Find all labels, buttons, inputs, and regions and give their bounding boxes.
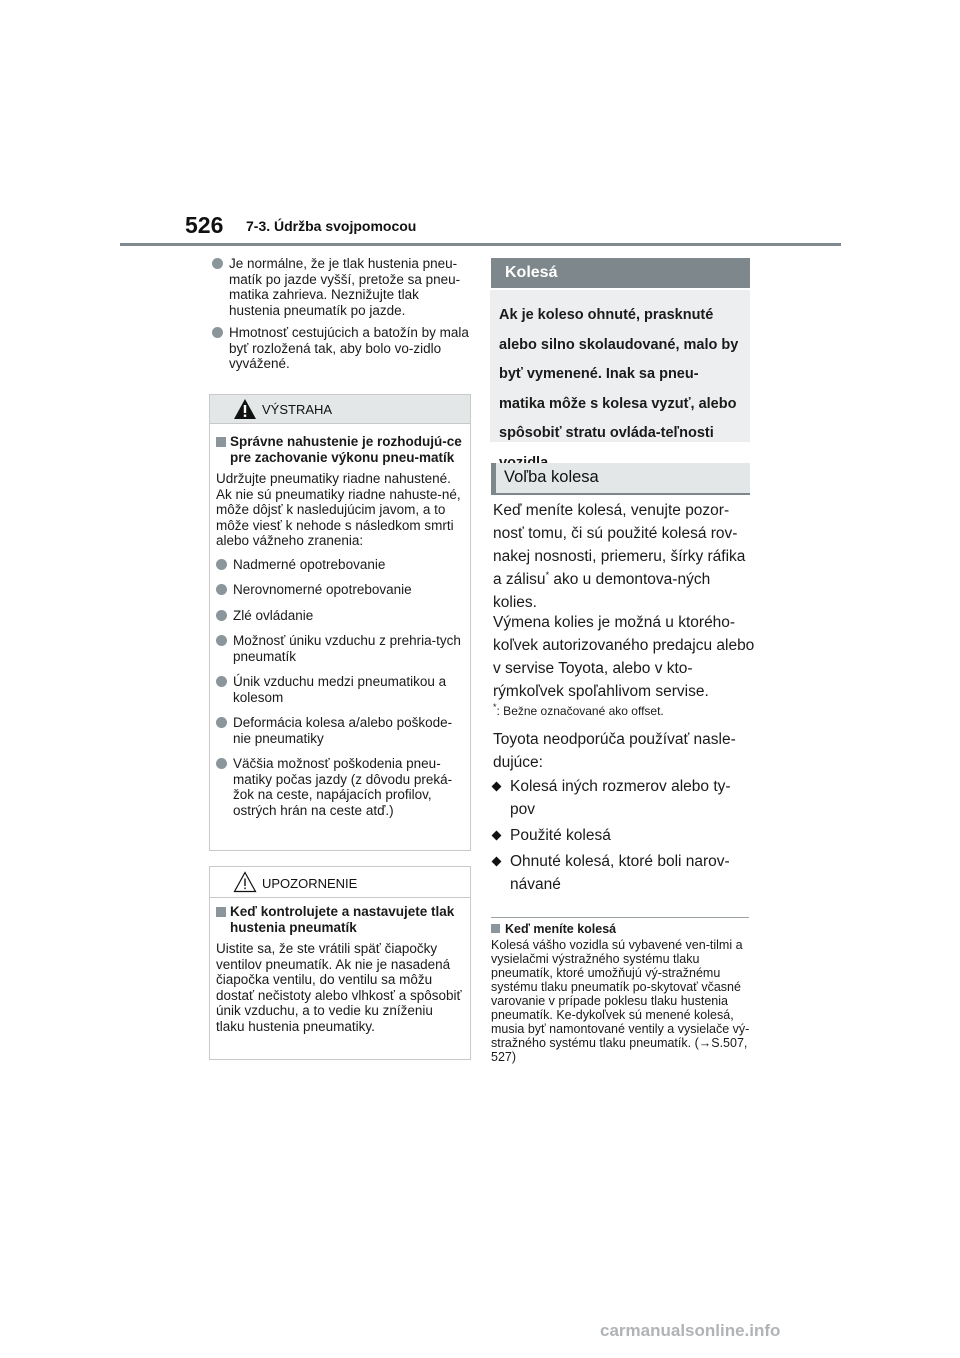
header-divider [120, 243, 841, 246]
bullet-icon [216, 559, 227, 570]
footnote: *: Bežne označované ako offset. [493, 702, 664, 718]
bullet-icon [216, 635, 227, 646]
warning-header [210, 395, 470, 424]
square-bullet-icon [491, 924, 500, 933]
warning-box [209, 394, 471, 851]
list-item: Deformácia kolesa a/alebo poškode-nie pneumatiky [216, 715, 464, 746]
note-text: Kolesá vášho vozidla sú vybavené ven-tilmi a vysielačmi výstražného systému tlaku pneumatík, ktoré umožňujú vý-stražnému systému tlaku pneumatík po-skytovať včasné varovanie v prípade poklesu tlaku hustenia pneumatík. Ke-dykoľvek sú menené kolesá, musia byť namontované ventily a vysielače vý-stražného systému tlaku pneumatík. (→S.507, 527) [491, 938, 750, 1064]
warning-triangle-icon [233, 398, 257, 420]
watermark: carmanualsonline.info [600, 1321, 781, 1340]
paragraph-wheel-choice: Keď meníte kolesá, venujte pozor-nosť tomu, či sú použité kolesá rov-nakej nosnosti, priemeru, šírky ráfika a zálisu* ako u demontova-ných kolies. [493, 502, 746, 611]
notice-header [210, 867, 470, 898]
notice-box [209, 866, 471, 1060]
heading-accent-bar [491, 463, 496, 493]
square-bullet-icon [216, 437, 226, 447]
caution-triangle-icon [233, 871, 257, 893]
section-title: 7-3. Údržba svojpomocou [246, 218, 417, 234]
bullet-icon [212, 258, 223, 269]
section-heading-kolesa: Kolesá [491, 258, 750, 288]
warning-label: VÝSTRAHA [262, 402, 333, 417]
bullet-icon [216, 676, 227, 687]
paragraph-wheel-replacement: Výmena kolies je možná u ktorého-koľvek autorizovaného predajcu alebo v servise Toyota, alebo v kto-rýmkoľvek spoľahlivom servise. [493, 614, 755, 700]
diamond-bullet-icon [492, 857, 502, 867]
bullet-icon [216, 717, 227, 728]
list-item: Únik vzduchu medzi pneumatikou a kolesom [216, 674, 464, 705]
list-item: Ohnuté kolesá, ktoré boli narov-návané [493, 850, 755, 896]
bullet-icon [216, 584, 227, 595]
bullet-icon [216, 758, 227, 769]
kolesa-intro-box: Ak je koleso ohnuté, prasknuté alebo silno skolaudované, malo by byť vymenené. Inak sa pneu-matika môže s kolesa vyzuť, alebo spôsobiť stratu ovláda-teľnosti [490, 290, 750, 442]
bullet-icon [212, 327, 223, 338]
bullet-icon [216, 610, 227, 621]
list-item: Hmotnosť cestujúcich a batožín by mala byť rozložená tak, aby bolo vo-zidlo vyvážené. [212, 325, 470, 372]
list-item: Použité kolesá [493, 824, 755, 847]
warning-intro: Udržujte pneumatiky riadne nahustené. Ak nie sú pneumatiky riadne nahuste-né, môže dôjsť k nasledujúcim javom, a to môže viesť k nehode s následkom smrti alebo vážneho zranenia: [216, 471, 461, 548]
notice-label: UPOZORNENIE [262, 876, 358, 891]
page-number: 526 [185, 212, 224, 238]
note-divider [491, 917, 749, 918]
list-item: Nerovnomerné opotrebovanie [216, 582, 464, 598]
not-recommended-list [493, 775, 755, 899]
list-item: Kolesá iných rozmerov alebo ty-pov [493, 775, 755, 821]
paragraph-not-recommended: Toyota neodporúča používať nasle-dujúce: [493, 731, 736, 771]
notice-text: Uistite sa, že ste vrátili späť čiapočky ventilov pneumatík. Ak nie je nasadená čiapočka ventilu, do ventilu sa môžu dostať nečistoty alebo vlhkosť a spôsobiť únik vzduchu, a to vedie ku zníženiu tlaku hustenia pneumatiky. [216, 941, 462, 1034]
section-heading-volba-kolesa: Voľba kolesa [491, 463, 750, 495]
list-item: Je normálne, že je tlak hustenia pneu-matík po jazde vyšší, pretože sa pneu-matika zahrieva. Neznižujte tlak hustenia pneumatík po jazde. [212, 256, 470, 318]
square-bullet-icon [216, 907, 226, 917]
list-item: Väčšia možnosť poškodenia pneu-matiky počas jazdy (z dôvodu preká-žok na ceste, napájacích profilov, ostrých hrán na ceste atď.) [216, 756, 464, 818]
note-subheading: Keď meníte kolesá [491, 922, 753, 936]
notice-subheading: Keď kontrolujete a nastavujete tlak hustenia pneumatík [216, 904, 464, 935]
notice-body [210, 898, 470, 1034]
note-section [491, 922, 753, 1064]
list-item: Možnosť úniku vzduchu z prehria-tych pneumatík [216, 633, 464, 664]
warning-subheading: Správne nahustenie je rozhodujú-ce pre zachovanie výkonu pneu-matík [216, 434, 464, 465]
diamond-bullet-icon [492, 782, 502, 792]
list-item: Zlé ovládanie [216, 608, 464, 624]
warning-body [210, 424, 470, 818]
list-item: Nadmerné opotrebovanie [216, 557, 464, 573]
left-bullet-list [212, 256, 470, 379]
diamond-bullet-icon [492, 831, 502, 841]
